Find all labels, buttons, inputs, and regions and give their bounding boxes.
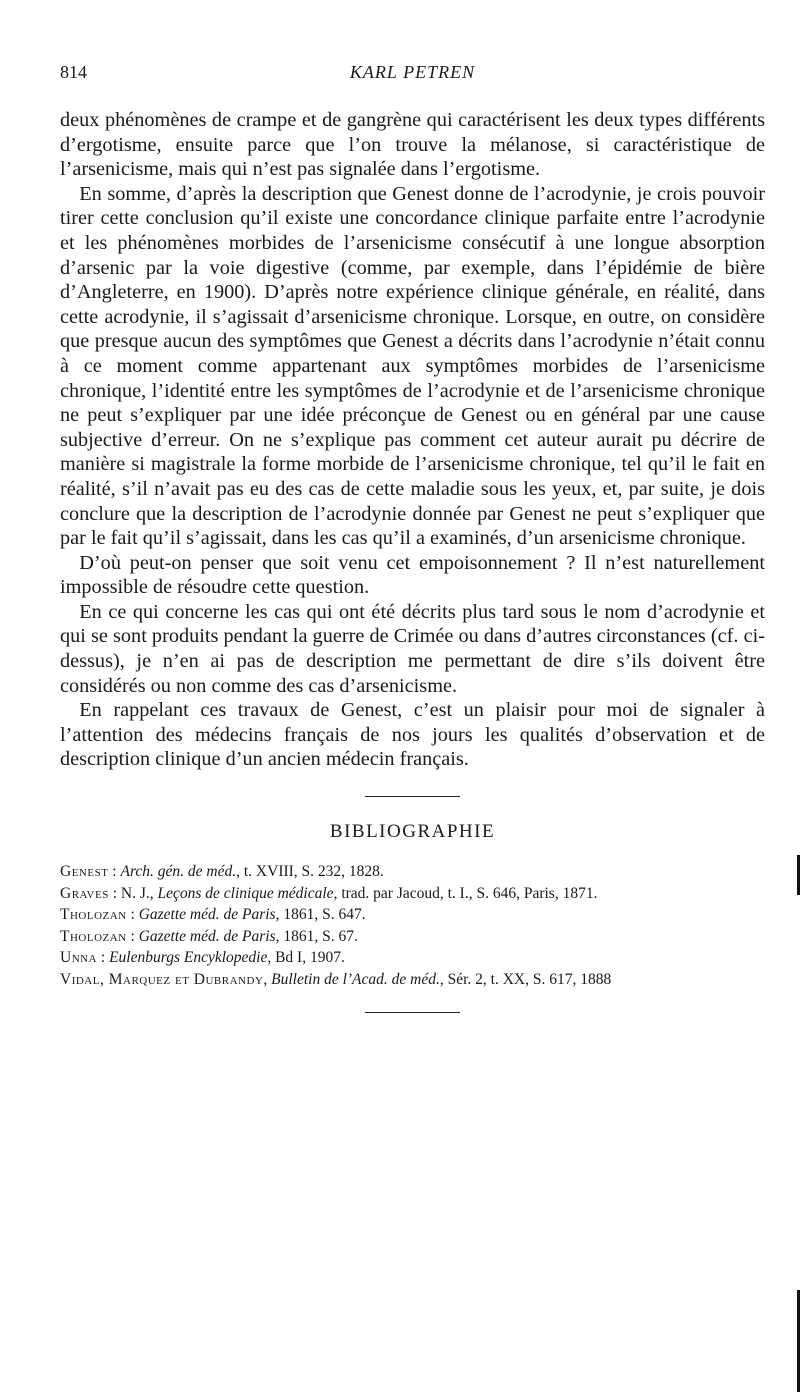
ref-sep: : — [97, 949, 110, 967]
ref-author: Genest — [60, 863, 109, 881]
ref-author: Graves — [60, 884, 109, 902]
ref-author: Vidal, Marquez et Dubrandy — [60, 970, 264, 988]
ref-author: Tholozan — [60, 906, 127, 924]
body-text — [60, 108, 765, 772]
ref-sep: : — [108, 863, 121, 881]
bibliography-entry — [60, 969, 765, 991]
ref-title: Leçons de clinique médicale — [157, 884, 334, 902]
ref-title: Bulletin de l’Acad. de méd. — [271, 970, 440, 988]
ref-author: Unna — [60, 949, 98, 967]
ref-rest: , Bd I, 1907. — [267, 949, 345, 967]
ref-sep: : N. J., — [108, 884, 158, 902]
ref-rest: , Sér. 2, t. XX, S. 617, 1888 — [439, 970, 612, 988]
page-number: 814 — [60, 62, 87, 82]
ref-sep: : — [126, 927, 139, 945]
paragraph: En somme, d’après la description que Genest donne de l’acrodynie, je crois pouvoir tirer cette conclusion qu’il existe une concordance clinique parfaite entre l’acrodynie et les phénomènes morbides de l’arsenicisme consécutif à une longue absorption d’arsenic par la voie digestive (comme, par exemple, dans l’épidémie de bière d’Angleterre, en 1900). D’après notre expérience clinique générale, en réalité, dans cette acrodynie, il s’agissait d’arsenicisme chronique. Lorsque, en outre, on considère que presque aucun des symptômes que Genest a décrits dans l’acrodynie n’était connu à ce moment comme appartenant aux symptômes morbides de l’arsenicisme chronique, l’identité entre les symptômes de l’acrodynie et de l’arsenicisme chronique ne peut s’expliquer par une idée préconçue de Genest ou en général par une cause subjective d’erreur. On ne s’explique pas comment cet auteur aurait pu décrire de manière si magistrale la forme morbide de l’arsenicisme chronique, tel qu’il le fait en réalité, s’il n’avait pas eu des cas de cette maladie sous les yeux, et, par suite, je dois conclure que la description de l’acrodynie donnée par Genest ne peut s’expliquer que par le fait qu’il s’agissait, dans les cas qu’il a examinés, d’un arsenicisme chronique. — [60, 182, 765, 550]
paragraph: D’où peut-on penser que soit venu cet empoisonnement ? Il n’est naturellement impossible de résoudre cette question. — [60, 551, 765, 599]
paragraph: En ce qui concerne les cas qui ont été décrits plus tard sous le nom d’acrodynie et qui se sont produits pendant la guerre de Crimée ou dans d’autres circonstances (cf. ci-dessus), je n’en ai pas de description me permettant de dire s’ils doivent être considérés ou non comme des cas d’arsenicisme. — [60, 600, 765, 697]
page — [60, 62, 765, 1037]
bibliography-entry — [60, 861, 765, 883]
ref-title: Arch. gén. de méd. — [120, 863, 237, 881]
running-title: KARL PETREN — [349, 62, 476, 82]
ref-rest: , trad. par Jacoud, t. I., S. 646, Paris, 1871. — [333, 884, 598, 902]
running-header — [60, 62, 765, 92]
ref-title: Eulenburgs Encyklopedie — [109, 949, 268, 967]
bibliography-entry — [60, 947, 765, 969]
ref-title: Gazette méd. de Paris — [138, 927, 276, 945]
ref-author: Tholozan — [60, 927, 127, 945]
ref-sep: , — [263, 970, 272, 988]
ref-rest: , 1861, S. 647. — [275, 906, 366, 924]
bibliography-entry — [60, 904, 765, 926]
ref-rest: , 1861, S. 67. — [275, 927, 358, 945]
divider — [365, 1012, 460, 1013]
paragraph: deux phénomènes de crampe et de gangrène qui caractérisent les deux types différents d’ergotisme, ensuite parce que l’on trouve la mélanose, si caractéristique de l’arsenicisme, mais qui n’est pas signalée dans l’ergotisme. — [60, 109, 765, 181]
paragraph: En rappelant ces travaux de Genest, c’est un plaisir pour moi de signaler à l’attention des médecins français de nos jours les qualités d’observation et de description clinique d’un ancien médecin français. — [60, 699, 765, 771]
bibliography-list — [60, 861, 765, 990]
ref-sep: : — [126, 906, 139, 924]
bibliography-entry — [60, 883, 765, 905]
bibliography-entry — [60, 926, 765, 948]
ref-rest: , t. XVIII, S. 232, 1828. — [236, 863, 384, 881]
bibliography-heading: BIBLIOGRAPHIE — [329, 821, 496, 843]
divider — [365, 796, 460, 797]
ref-title: Gazette méd. de Paris — [138, 906, 276, 924]
